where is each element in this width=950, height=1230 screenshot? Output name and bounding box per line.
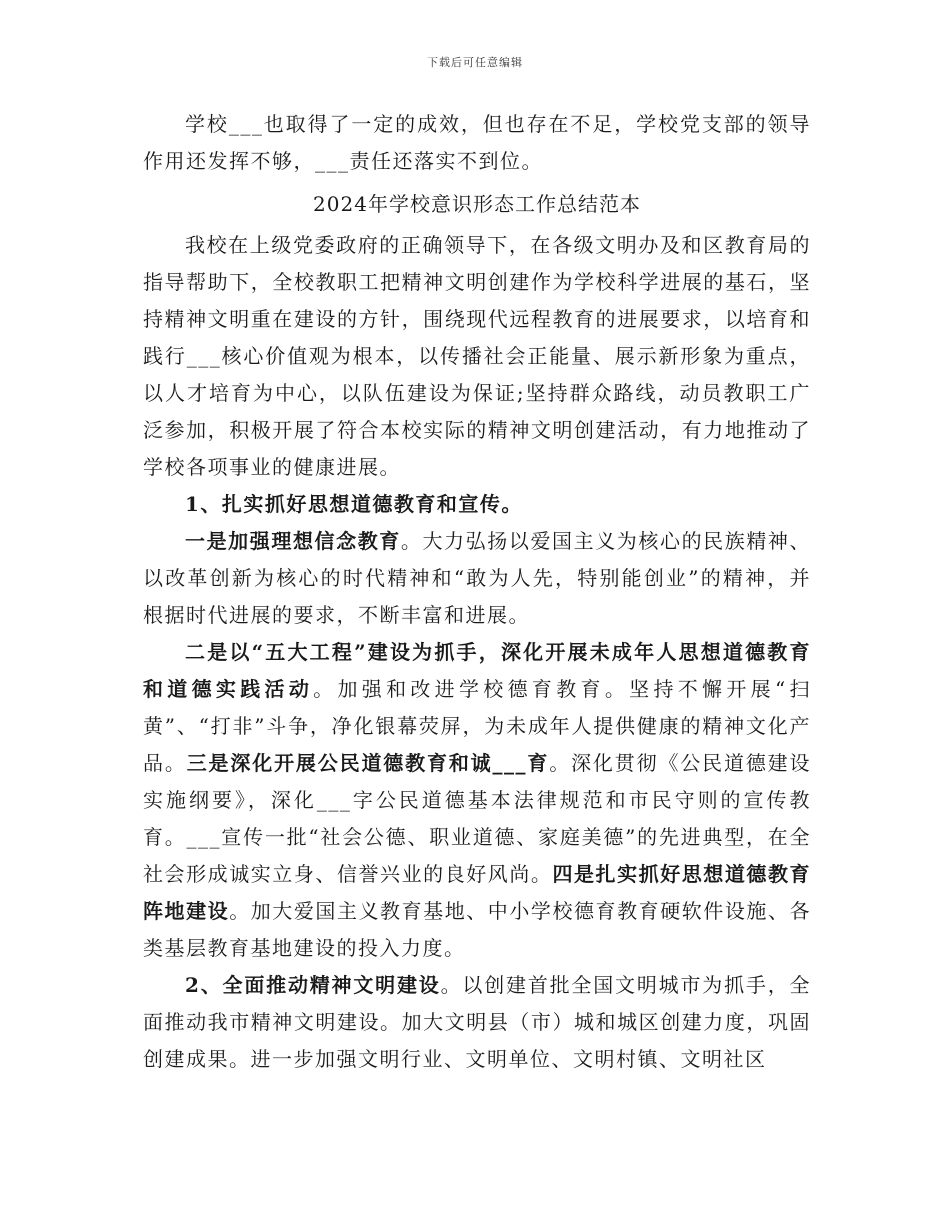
document-title: 2024年学校意识形态工作总结范本	[313, 192, 641, 216]
document-body	[143, 106, 811, 1078]
paragraph-2-lead: 一是加强理想信念教育	[185, 529, 401, 553]
paragraph-3-lead-2: 三是深化开展公民道德教育和诚___育	[186, 751, 550, 775]
paragraph-1: 我校在上级党委政府的正确领导下，在各级文明办及和区教育局的指导帮助下，全校教职工把精神文明创建作为学校科学进展的基石，坚持精神文明重在建设的方针，围绕现代远程教育的进展要求，以培育和践行___核心价值观为根本，以传播社会正能量、展示新形象为重点，以人才培育为中心，以队伍建设为保证;坚持群众路线，动员教职工广泛参加，积极开展了符合本校实际的精神文明创建活动，有力地推动了学校各项事业的健康进展。	[143, 233, 811, 479]
paragraph-3-text-2: 。深化贯彻《公民道德建设实施纲要》，深化___字公民道德基本法律规范和市民守则的宣传教育。___宣传一批“社会公德、职业道德、家庭美德”的先进典型，在全社会形成诚实立身、信誉兴业的良好风尚。	[143, 751, 812, 886]
paragraph-4-text: 。以创建首批全国文明城市为抓手，全面推动我市精神文明建设。加大文明县（市）城和城区创建力度，巩固创建成果。进一步加强文明行业、文明单位、文明村镇、文明社区	[143, 973, 811, 1071]
section-heading-1: 1、扎实抓好思想道德教育和宣传。	[185, 492, 523, 516]
paragraph-3	[143, 634, 811, 967]
paragraph-3-lead-1: 二是以“五大工程”建设为抓手，深化开展未成年人思想道德教育和道德实践活动	[143, 640, 811, 701]
paragraph-4	[143, 967, 811, 1078]
paragraph-3-lead-3: 四是扎实抓好思想道德教育阵地建设	[143, 862, 812, 923]
paragraph-2-text: 。大力弘扬以爱国主义为核心的民族精神、以改革创新为核心的时代精神和“敢为人先，特别能创业”的精神，并根据时代进展的要求，不断丰富和进展。	[143, 529, 812, 627]
paragraph-3-text-1: 。加强和改进学校德育教育。坚持不懈开展“扫黄”、“打非”斗争，净化银幕荧屏，为未成年人提供健康的精神文化产品。	[143, 677, 812, 775]
paragraph-2	[143, 523, 811, 634]
paragraph-3-text-3: 。加大爱国主义教育基地、中小学校德育教育硬软件设施、各类基层教育基地建设的投入力度。	[143, 899, 812, 960]
paragraph-4-lead: 2、全面推动精神文明建设	[185, 973, 441, 997]
header-note: 下载后可任意编辑	[427, 56, 523, 69]
intro-paragraph: 学校___也取得了一定的成效，但也存在不足，学校党支部的领导作用还发挥不够，___责任还落实不到位。	[143, 112, 811, 173]
